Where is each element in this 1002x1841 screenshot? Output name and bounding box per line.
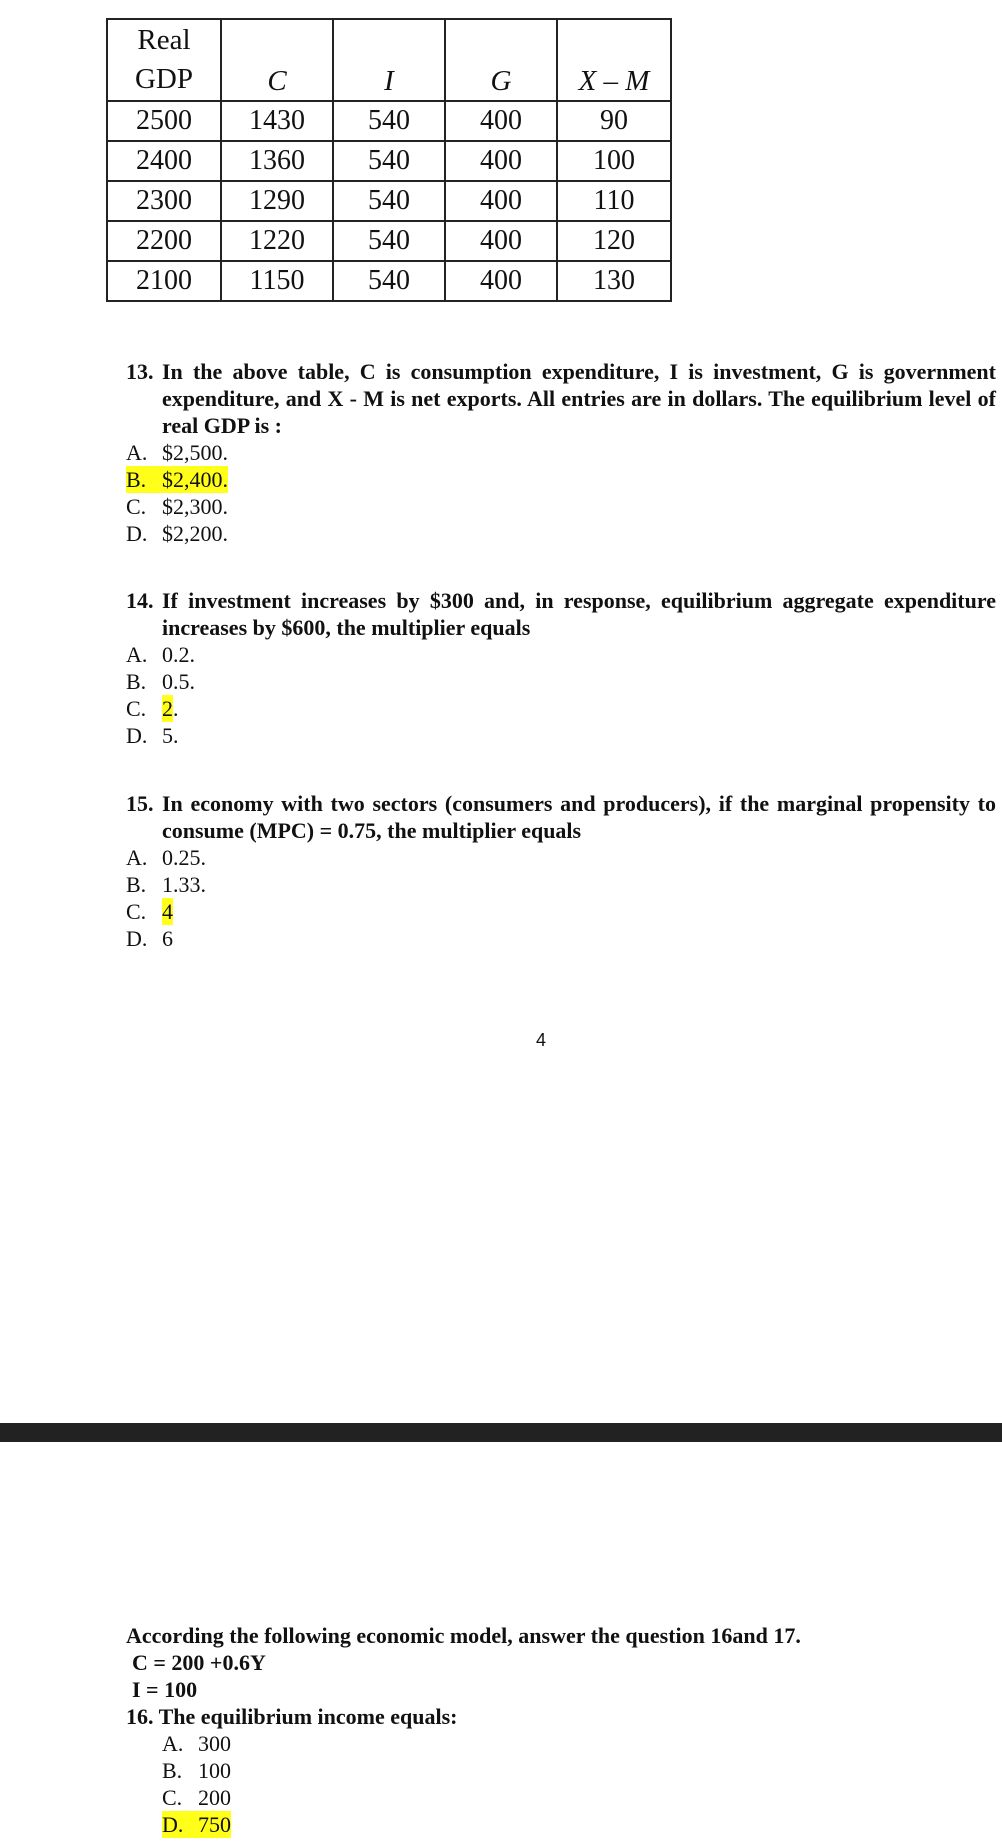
option-text: $2,300. [162,494,228,519]
option-letter: A. [162,1731,184,1756]
option-a [126,439,996,466]
option-d [126,722,996,749]
table-row [107,181,671,221]
table-cell: 100 [557,141,671,181]
option-letter: D. [162,1812,184,1837]
option-a [162,1730,986,1757]
table-cell: 540 [333,181,445,221]
option-text: 200 [198,1785,231,1810]
table-cell: 2400 [107,141,221,181]
option-letter: A. [126,642,148,667]
question-text: If investment increases by $300 and, in response, equilibrium aggregate expenditure increases by $600, the multiplier equals [162,588,996,640]
table-cell: 400 [445,261,557,301]
table-cell: 540 [333,141,445,181]
option-b [126,466,996,493]
option-d [162,1811,986,1838]
option-text: 300 [198,1731,231,1756]
question-text: In the above table, C is consumption expenditure, I is investment, G is government expenditure, and X - M is net exports. All entries are in dollars. The equilibrium level of real GDP is : [162,359,996,438]
header-real-label: Real [137,24,191,56]
table-cell: 2100 [107,261,221,301]
page-number: 4 [536,1030,547,1050]
consumption-equation: C = 200 +0.6Y [132,1650,266,1675]
table-cell: 1150 [221,261,333,301]
option-letter: A. [126,845,148,870]
question-16: 16. The equilibrium income equals: [126,1704,458,1729]
question-14 [126,587,996,749]
option-letter: D. [126,926,148,951]
highlighted-answer [162,1811,231,1838]
option-letter: B. [126,669,147,694]
table-row [107,221,671,261]
table-row [107,141,671,181]
question-stem [126,587,996,641]
table-cell: 2200 [107,221,221,261]
gdp-table [106,18,672,302]
highlighted-answer: 4 [162,899,173,924]
table-cell: 400 [445,181,557,221]
option-text: 100 [198,1758,231,1783]
question-number: 13. [126,359,154,384]
option-text: 750 [198,1812,231,1837]
option-suffix: . [173,696,179,721]
question-stem [126,790,996,844]
table-cell: 1430 [221,101,333,141]
option-letter: A. [126,440,148,465]
option-text: $2,500. [162,440,228,465]
table-cell: 130 [557,261,671,301]
option-text: 1.33. [162,872,206,897]
option-letter: D. [126,521,148,546]
economic-model-section [126,1622,986,1838]
option-c [126,695,996,722]
option-letter: B. [162,1758,183,1783]
option-letter: C. [162,1785,183,1810]
option-b [126,871,996,898]
table-row [107,261,671,301]
table-cell: 540 [333,101,445,141]
option-d [126,520,996,547]
table-cell: 2500 [107,101,221,141]
highlighted-answer [126,466,228,493]
option-text: 6 [162,926,173,951]
table-cell: 400 [445,221,557,261]
option-c [162,1784,986,1811]
option-letter: C. [126,899,147,924]
table-cell: 1290 [221,181,333,221]
option-letter: D. [126,723,148,748]
question-number: 14. [126,588,154,613]
question-15 [126,790,996,952]
header-i: I [333,19,445,101]
option-text: $2,400. [162,467,228,492]
option-letter: B. [126,872,147,897]
table-cell: 90 [557,101,671,141]
option-letter: C. [126,494,147,519]
table-cell: 540 [333,221,445,261]
page-divider [0,1423,1002,1442]
table-cell: 1360 [221,141,333,181]
table-cell: 540 [333,261,445,301]
header-c: C [221,19,333,101]
option-d [126,925,996,952]
table-header-row [107,19,671,101]
option-a [126,844,996,871]
option-letter: C. [126,696,147,721]
option-b [126,668,996,695]
option-text: 5. [162,723,179,748]
header-g: G [445,19,557,101]
question-16-options [126,1730,986,1838]
investment-equation: I = 100 [132,1677,198,1702]
question-13 [126,358,996,547]
option-c [126,898,996,925]
table-cell: 120 [557,221,671,261]
question-stem [126,358,996,439]
table-cell: 400 [445,141,557,181]
header-gdp-label: GDP [134,63,193,95]
option-text: 0.2. [162,642,195,667]
option-a [126,641,996,668]
table-cell: 110 [557,181,671,221]
question-number: 15. [126,791,154,816]
option-text: $2,200. [162,521,228,546]
option-text: 0.25. [162,845,206,870]
option-letter: B. [126,467,147,492]
header-x-m: X – M [557,19,671,101]
header-real-gdp [107,19,221,101]
table-cell: 400 [445,101,557,141]
highlighted-answer: 2 [162,696,173,721]
table-cell: 2300 [107,181,221,221]
table-cell: 1220 [221,221,333,261]
option-b [162,1757,986,1784]
question-text: In economy with two sectors (consumers and producers), if the marginal propensity to consume (MPC) = 0.75, the multiplier equals [162,791,996,843]
table-row [107,101,671,141]
model-intro: According the following economic model, answer the question 16and 17. [126,1623,801,1648]
option-text: 0.5. [162,669,195,694]
option-c [126,493,996,520]
